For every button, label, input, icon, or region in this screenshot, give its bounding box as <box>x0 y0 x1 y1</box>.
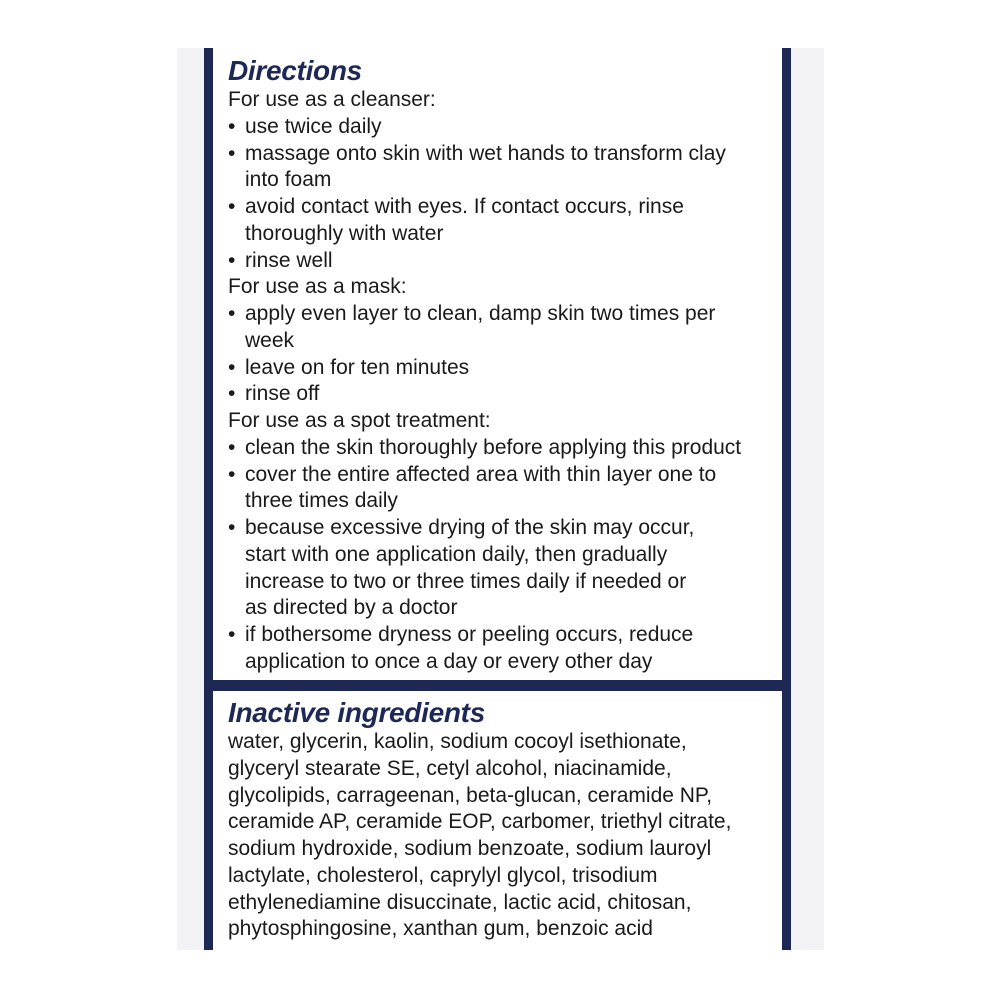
cleanser-item <box>228 194 788 248</box>
spot-item <box>228 435 788 462</box>
bullet-icon: • <box>228 114 236 138</box>
ingredient-line: sodium hydroxide, sodium benzoate, sodium lauroyl <box>228 837 712 860</box>
spot-item-line: application to once a day or every other day <box>245 649 653 673</box>
spot-item-line: three times daily <box>245 489 398 513</box>
directions-heading: Directions <box>228 55 362 86</box>
ingredient-line: glycolipids, carrageenan, beta-glucan, ceramide NP, <box>228 783 713 807</box>
cleanser-item-line: avoid contact with eyes. If contact occurs, rinse <box>245 195 684 218</box>
spot-item-line: as directed by a doctor <box>245 596 458 620</box>
bullet-icon: • <box>228 382 236 406</box>
spot-item <box>228 622 788 676</box>
mask-item-line: week <box>245 328 295 352</box>
bullet-icon: • <box>228 302 236 325</box>
bullet-icon: • <box>228 195 236 218</box>
section-divider <box>204 680 791 691</box>
mask-item-line: leave on for ten minutes <box>245 355 470 379</box>
cleanser-item-line: into foam <box>245 168 332 192</box>
ingredient-line: phytosphingosine, xanthan gum, benzoic acid <box>228 917 653 941</box>
spot-item-line: clean the skin thoroughly before applying this product <box>245 435 742 459</box>
bullet-icon: • <box>228 141 236 165</box>
spot-item <box>228 462 788 516</box>
ingredient-line: lactylate, cholesterol, caprylyl glycol, trisodium <box>228 863 658 887</box>
cleanser-intro: For use as a cleanser: <box>228 88 436 111</box>
ingredient-line: ceramide AP, ceramide EOP, carbomer, triethyl citrate, <box>228 810 732 834</box>
spot-item-line: start with one application daily, then gradually <box>245 542 668 566</box>
cleanser-item-line: thoroughly with water <box>245 221 444 245</box>
cleanser-item-line: massage onto skin with wet hands to transform clay <box>245 141 726 165</box>
mask-item-line: apply even layer to clean, damp skin two times per <box>245 302 716 325</box>
mask-intro: For use as a mask: <box>228 275 407 299</box>
cleanser-item-line: use twice daily <box>245 114 382 138</box>
bullet-icon: • <box>228 462 236 486</box>
mask-item <box>228 301 788 355</box>
bullet-icon: • <box>228 355 236 379</box>
bullet-icon: • <box>228 435 236 459</box>
bullet-icon: • <box>228 623 236 646</box>
bullet-icon: • <box>228 516 236 539</box>
spot-item-line: increase to two or three times daily if needed or <box>245 569 687 593</box>
cleanser-item-line: rinse well <box>245 248 333 272</box>
bullet-icon: • <box>228 248 236 272</box>
cleanser-item <box>228 248 788 275</box>
cleanser-item <box>228 114 788 141</box>
spot-intro: For use as a spot treatment: <box>228 409 491 432</box>
ingredient-line: water, glycerin, kaolin, sodium cocoyl isethionate, <box>228 730 687 753</box>
spot-item-line: if bothersome dryness or peeling occurs, reduce <box>245 623 694 646</box>
spot-item-line: because excessive drying of the skin may occur, <box>245 516 695 539</box>
mask-item-line: rinse off <box>245 382 320 406</box>
inactive-ingredients-section <box>228 697 788 943</box>
mask-item <box>228 381 788 408</box>
mask-item <box>228 355 788 382</box>
inactive-ingredients-heading: Inactive ingredients <box>228 697 485 728</box>
directions-section <box>228 55 788 676</box>
cleanser-item <box>228 141 788 195</box>
spot-item-line: cover the entire affected area with thin layer one to <box>245 462 717 486</box>
ingredient-line: ethylenediamine disuccinate, lactic acid, chitosan, <box>228 890 692 914</box>
ingredient-line: glyceryl stearate SE, cetyl alcohol, niacinamide, <box>228 756 672 780</box>
spot-item <box>228 515 788 622</box>
